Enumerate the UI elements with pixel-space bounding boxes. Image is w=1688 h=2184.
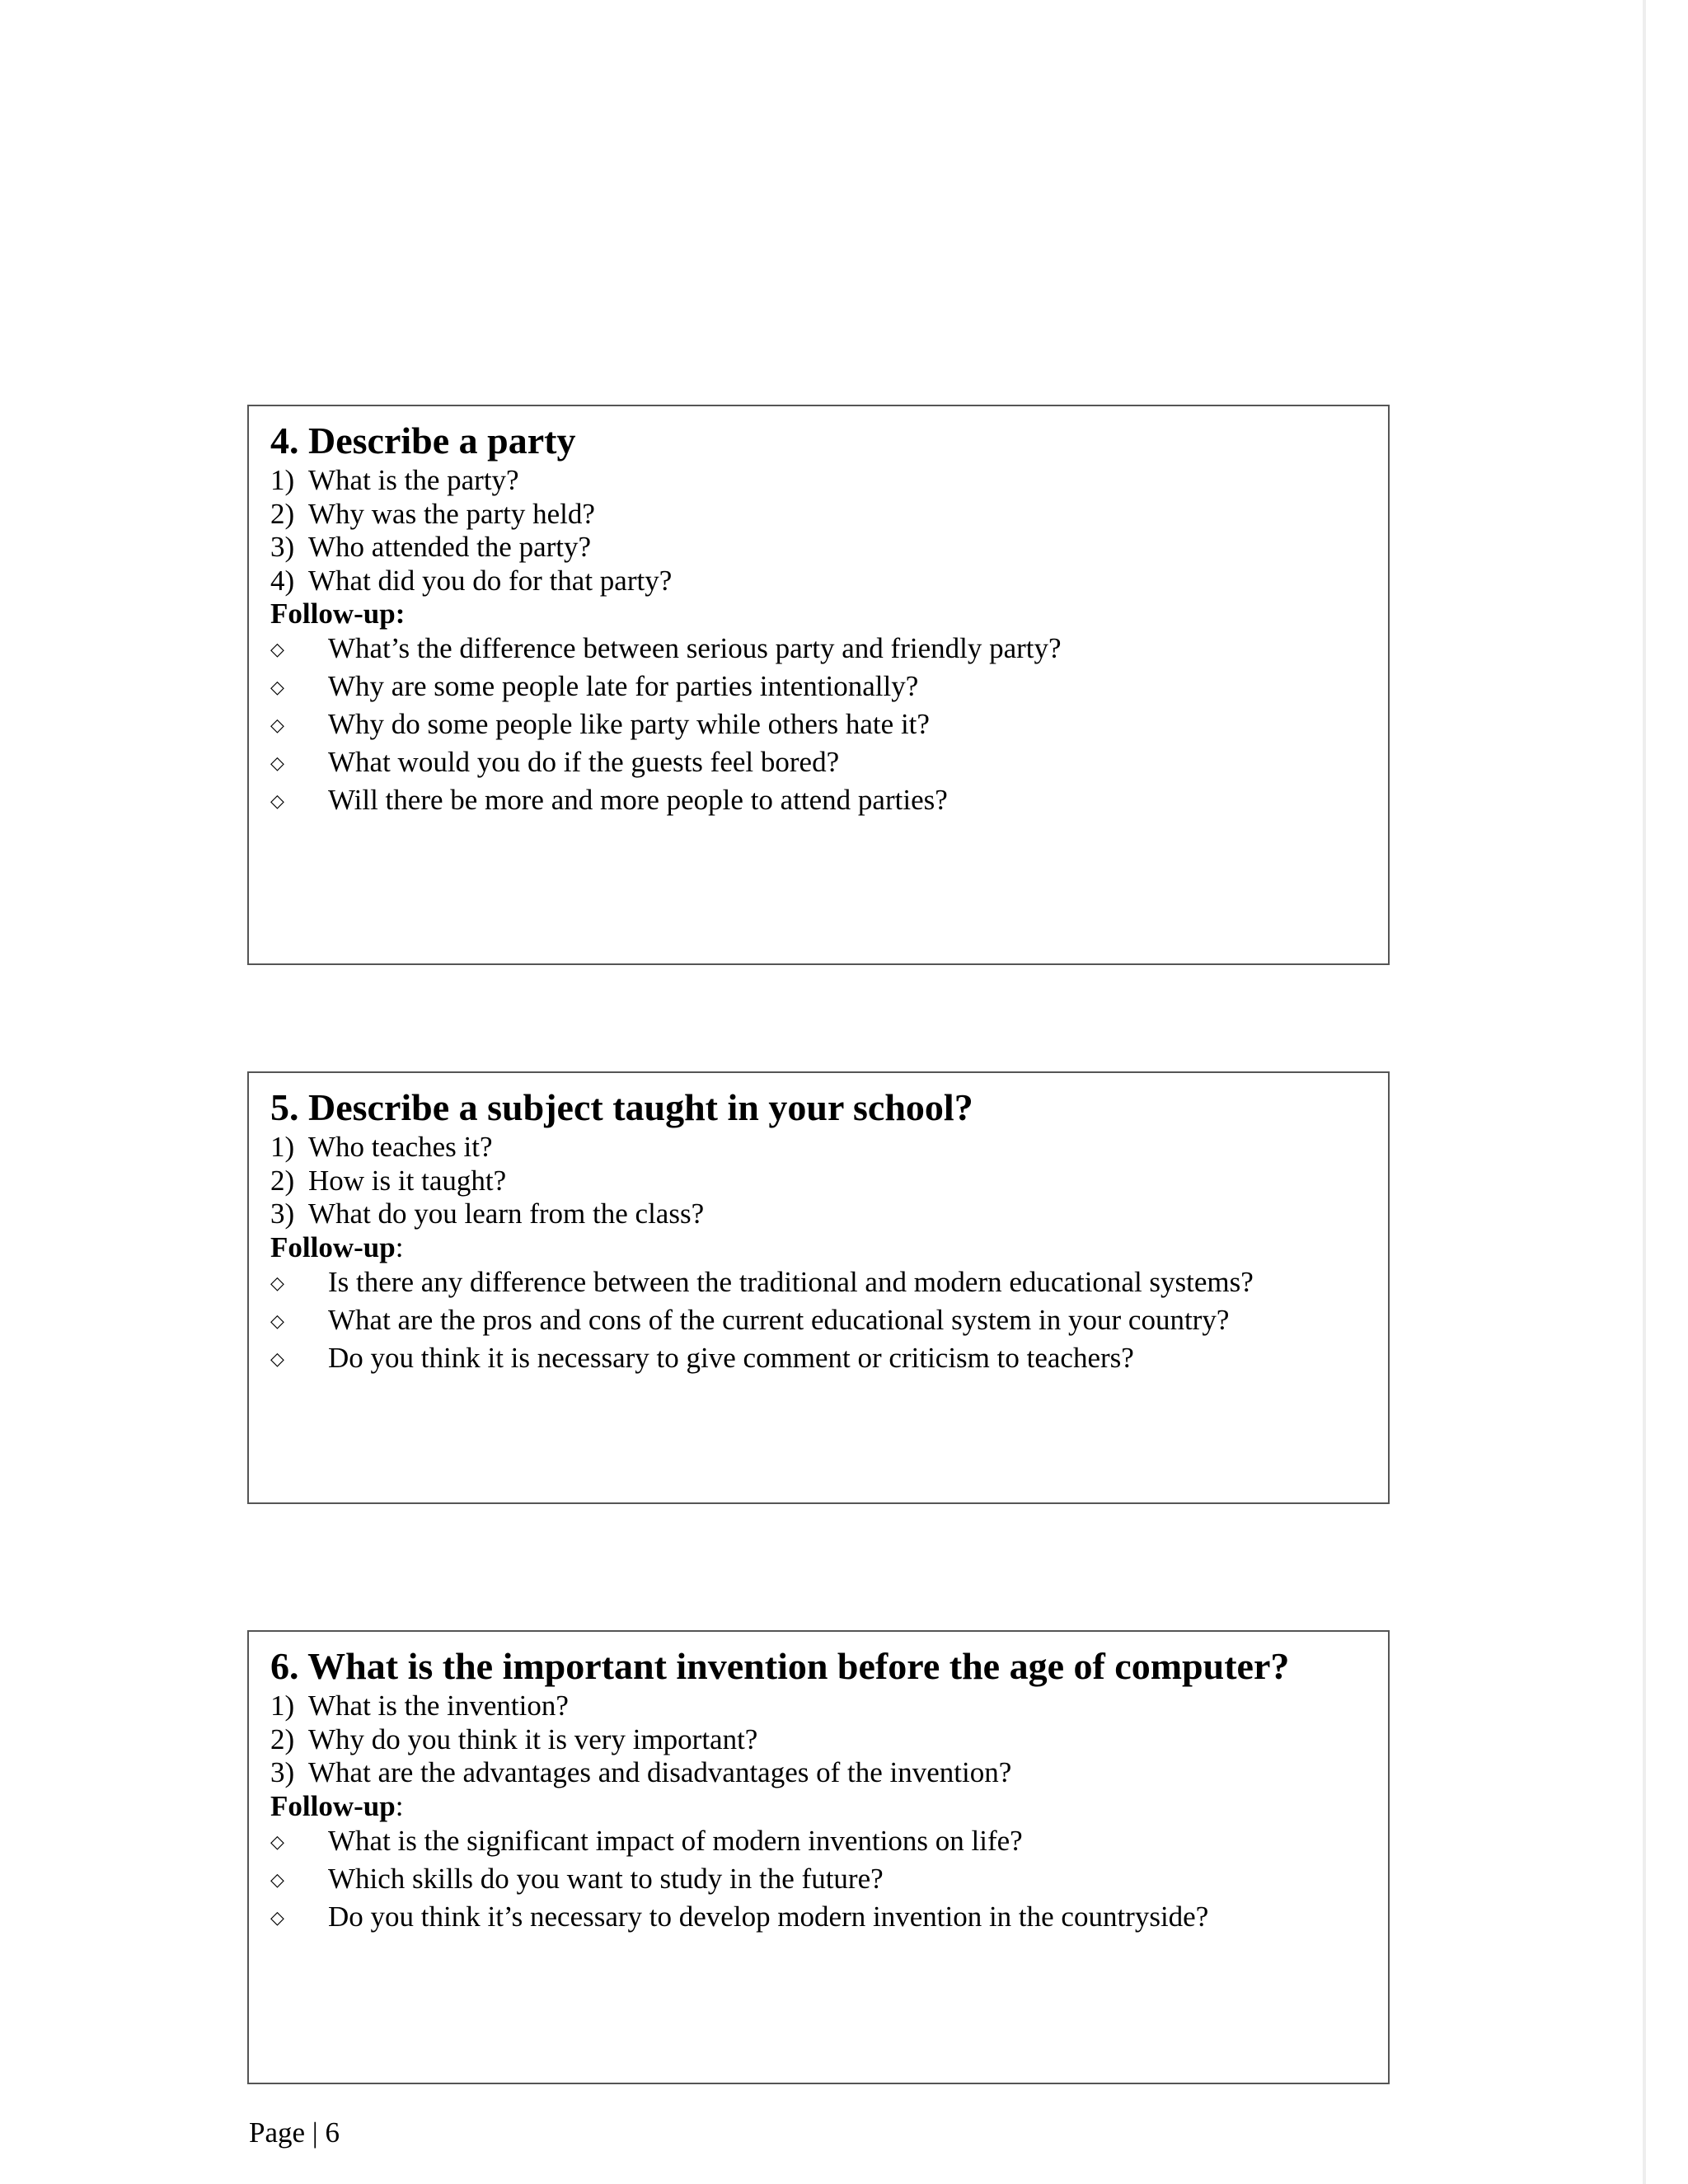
diamond-bullet-icon: ◇	[270, 753, 284, 774]
question-item	[270, 1756, 1388, 1790]
question-text: Why do you think it is very important?	[308, 1722, 758, 1755]
follow-up-item	[270, 1264, 1388, 1302]
diamond-bullet-icon: ◇	[270, 1831, 284, 1853]
question-list	[270, 1131, 1388, 1231]
question-number: 2)	[270, 1164, 295, 1197]
question-item	[270, 1690, 1388, 1723]
question-number: 1)	[270, 1690, 295, 1722]
follow-up-item	[270, 782, 1388, 820]
follow-up-colon: :	[395, 1789, 404, 1822]
question-text: What is the invention?	[308, 1690, 569, 1722]
follow-up-item	[270, 630, 1388, 668]
follow-up-text: Will there be more and more people to attend parties?	[328, 784, 948, 816]
question-text: Why was the party held?	[308, 497, 595, 530]
question-item	[270, 498, 1388, 532]
question-text: What did you do for that party?	[308, 564, 673, 597]
diamond-bullet-icon: ◇	[270, 1348, 284, 1370]
follow-up-item	[270, 1861, 1388, 1899]
question-item	[270, 565, 1388, 598]
question-number: 1)	[270, 464, 295, 496]
follow-up-colon: :	[395, 1230, 404, 1263]
follow-up-heading	[270, 1790, 1388, 1823]
question-item	[270, 531, 1388, 565]
follow-up-list	[270, 630, 1388, 820]
follow-up-text: What would you do if the guests feel bored?	[328, 746, 840, 778]
question-item	[270, 464, 1388, 498]
page-number-footer: Page | 6	[249, 2116, 340, 2149]
follow-up-label: Follow-up	[270, 598, 396, 630]
question-text: What is the party?	[308, 464, 519, 496]
follow-up-text: Is there any difference between the traditional and modern educational systems?	[328, 1265, 1254, 1298]
follow-up-item	[270, 1899, 1388, 1937]
follow-up-heading	[270, 1231, 1388, 1264]
question-number: 3)	[270, 531, 295, 563]
card-title: 6. What is the important invention before the age of computer?	[270, 1645, 1290, 1687]
follow-up-list	[270, 1264, 1388, 1378]
follow-up-list	[270, 1823, 1388, 1937]
question-item	[270, 1165, 1388, 1198]
question-number: 3)	[270, 1756, 295, 1788]
follow-up-label: Follow-up	[270, 1230, 396, 1263]
question-text: Who attended the party?	[308, 531, 592, 563]
diamond-bullet-icon: ◇	[270, 677, 284, 698]
follow-up-text: Why do some people like party while others hate it?	[328, 708, 930, 740]
question-list	[270, 1690, 1388, 1790]
follow-up-text: Why are some people late for parties intentionally?	[328, 670, 919, 702]
topic-card-school-subject	[247, 1071, 1390, 1504]
page-edge-shadow	[1643, 0, 1646, 2184]
diamond-bullet-icon: ◇	[270, 791, 284, 812]
diamond-bullet-icon: ◇	[270, 640, 284, 660]
diamond-bullet-icon: ◇	[270, 1310, 284, 1332]
question-number: 3)	[270, 1197, 295, 1230]
follow-up-item	[270, 1302, 1388, 1340]
question-text: Who teaches it?	[308, 1131, 493, 1163]
question-text: What are the advantages and disadvantages of the invention?	[308, 1756, 1012, 1788]
follow-up-text: Do you think it’s necessary to develop modern invention in the countryside?	[328, 1900, 1209, 1933]
follow-up-item	[270, 744, 1388, 782]
diamond-bullet-icon: ◇	[270, 1907, 284, 1929]
follow-up-text: What is the significant impact of modern inventions on life?	[328, 1824, 1023, 1857]
follow-up-item	[270, 1823, 1388, 1861]
follow-up-text: Do you think it is necessary to give comment or criticism to teachers?	[328, 1341, 1134, 1374]
question-text: How is it taught?	[308, 1164, 507, 1197]
question-item	[270, 1131, 1388, 1165]
follow-up-item	[270, 1340, 1388, 1378]
card-title: 4. Describe a party	[270, 419, 576, 462]
topic-card-party	[247, 405, 1390, 965]
question-list	[270, 464, 1388, 598]
follow-up-colon: :	[395, 598, 406, 630]
question-text: What do you learn from the class?	[308, 1197, 705, 1230]
diamond-bullet-icon: ◇	[270, 1272, 284, 1294]
question-number: 4)	[270, 564, 295, 597]
follow-up-item	[270, 706, 1388, 744]
follow-up-heading	[270, 598, 1388, 630]
question-number: 2)	[270, 497, 295, 530]
follow-up-text: What are the pros and cons of the current educational system in your country?	[328, 1303, 1230, 1336]
card-title: 5. Describe a subject taught in your school?	[270, 1086, 973, 1128]
follow-up-text: Which skills do you want to study in the future?	[328, 1862, 884, 1895]
topic-card-invention	[247, 1630, 1390, 2084]
question-number: 2)	[270, 1722, 295, 1755]
diamond-bullet-icon: ◇	[270, 715, 284, 736]
question-item	[270, 1723, 1388, 1757]
follow-up-text: What’s the difference between serious party and friendly party?	[328, 632, 1062, 664]
question-item	[270, 1197, 1388, 1231]
diamond-bullet-icon: ◇	[270, 1869, 284, 1891]
follow-up-item	[270, 668, 1388, 706]
question-number: 1)	[270, 1131, 295, 1163]
follow-up-label: Follow-up	[270, 1789, 396, 1822]
